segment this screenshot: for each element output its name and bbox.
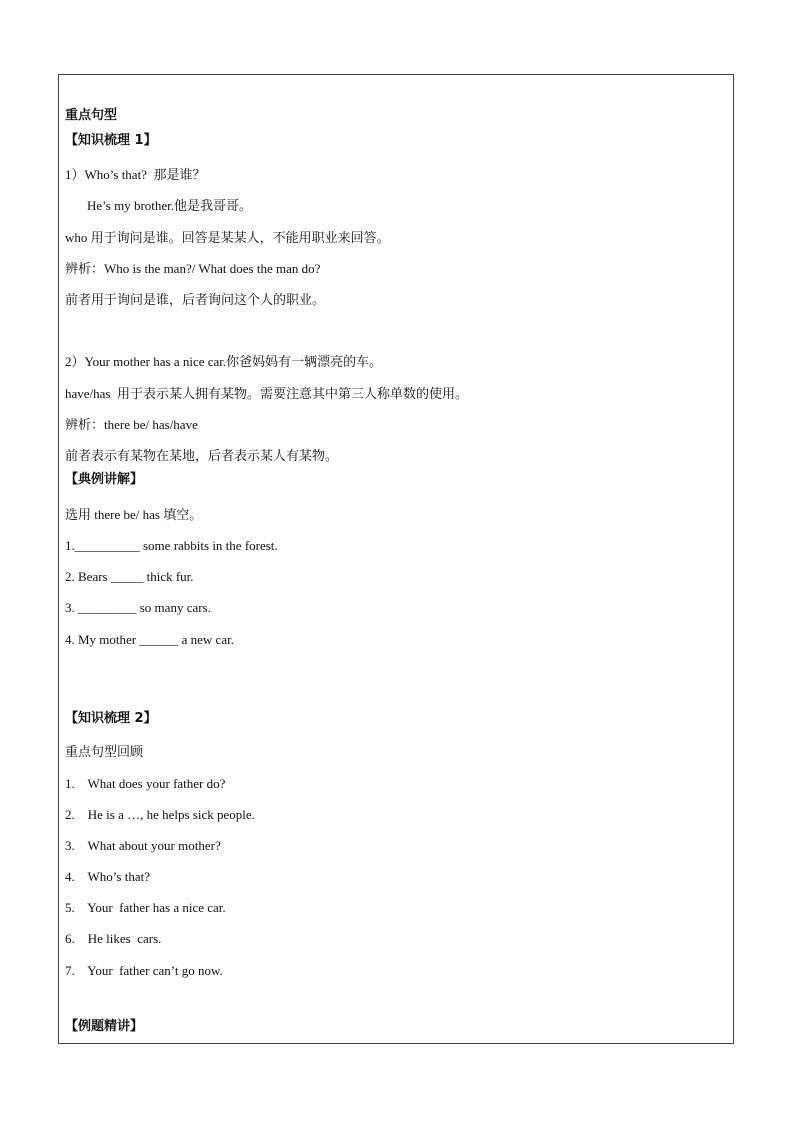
k2-item-7: 7. Your father can’t go now. <box>65 963 223 978</box>
k2-title: 重点句型回顾 <box>65 744 144 759</box>
knowledge-header-2: 【知识梳理 2】 <box>65 711 157 726</box>
example-question-2: 2. Bears _____ thick fur. <box>65 569 194 584</box>
section-title: 重点句型 <box>65 108 118 123</box>
k1-line-1: 1）Who’s that? 那是谁？ <box>65 167 206 182</box>
k2-item-5: 5. Your father has a nice car. <box>65 900 226 915</box>
k1-line-9: 前者表示有某物在某地，后者表示某人有某物。 <box>65 448 339 463</box>
k1-line-4: 辨析：Who is the man?/ What does the man do? <box>65 261 321 276</box>
k1-line-6: 2）Your mother has a nice car.你爸妈妈有一辆漂亮的车。 <box>65 354 383 369</box>
example-question-1: 1.__________ some rabbits in the forest. <box>65 538 278 553</box>
k1-line-8: 辨析：there be/ has/have <box>65 417 198 432</box>
example-question-3: 3. _________ so many cars. <box>65 600 211 615</box>
k1-line-3: who 用于询问是谁。回答是某某人，不能用职业来回答。 <box>65 230 390 245</box>
example-header: 【典例讲解】 <box>65 472 144 487</box>
k2-item-3: 3. What about your mother? <box>65 838 221 853</box>
example-question-4: 4. My mother ______ a new car. <box>65 632 234 647</box>
k1-line-5: 前者用于询问是谁，后者询问这个人的职业。 <box>65 292 326 307</box>
knowledge-header-1: 【知识梳理 1】 <box>65 133 157 148</box>
k2-item-6: 6. He likes cars. <box>65 931 162 946</box>
k1-line-2: He’s my brother.他是我哥哥。 <box>87 198 253 213</box>
example-header-2: 【例题精讲】 <box>65 1019 144 1034</box>
k2-item-1: 1. What does your father do? <box>65 776 226 791</box>
k2-item-2: 2. He is a …, he helps sick people. <box>65 807 255 822</box>
example-intro: 选用 there be/ has 填空。 <box>65 507 203 522</box>
k2-item-4: 4. Who’s that? <box>65 869 150 884</box>
content-frame <box>58 74 734 1044</box>
k1-line-7: have/has 用于表示某人拥有某物。需要注意其中第三人称单数的使用。 <box>65 386 468 401</box>
